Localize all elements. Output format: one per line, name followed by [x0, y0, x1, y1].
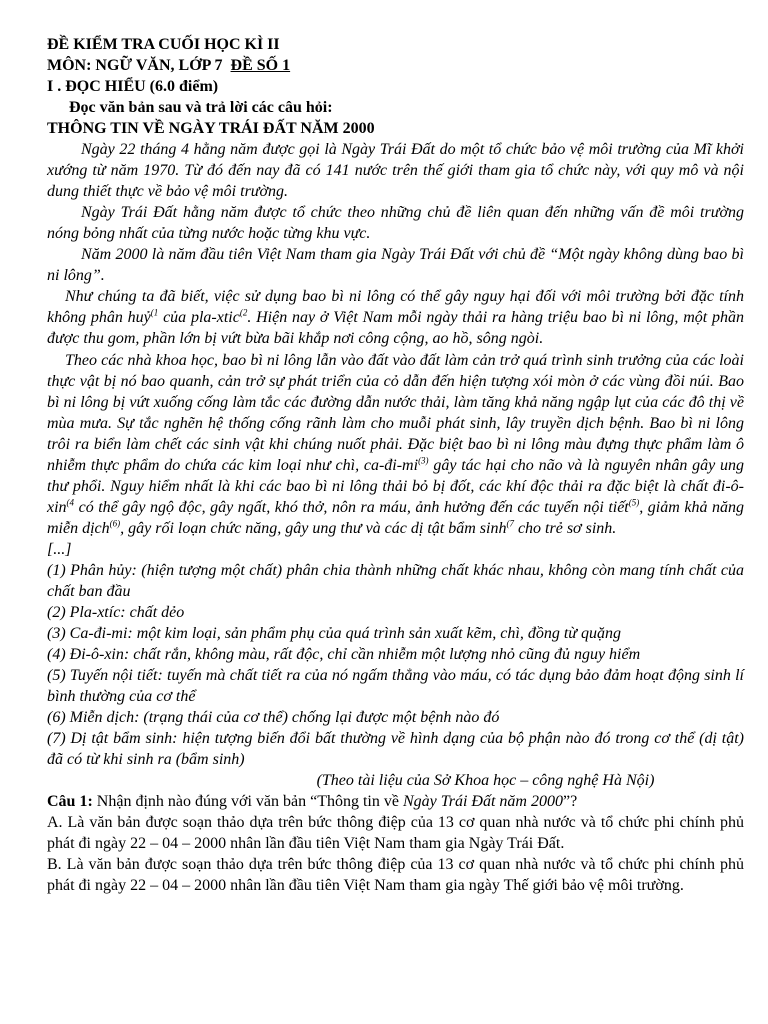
question-1-text-b: ”?	[562, 793, 578, 810]
footnote-ref-5: (5)	[628, 497, 640, 508]
footnote-ref-7: (7	[506, 518, 514, 529]
question-1-stem	[47, 791, 744, 812]
subject-label: MÔN: NGỮ VĂN, LỚP 7	[47, 57, 223, 74]
footnote-7: (7) Dị tật bẩm sinh: hiện tượng biến đổi bất thường về hình dạng của bộ phận nào đó trong cơ thể (dị tật) đã có từ khi sinh ra (bẩm sinh)	[47, 730, 744, 768]
source-citation: (Theo tài liệu của Sở Khoa học – công nghệ Hà Nội)	[316, 772, 655, 789]
footnote-ref-1: (1	[150, 307, 159, 318]
footnote-6: (6) Miễn dịch: (trạng thái của cơ thể) chống lại được một bệnh nào đó	[47, 709, 500, 726]
question-1-label: Câu 1:	[47, 793, 93, 810]
p5-text-b: gây tác hại cho não và là nguyên nhân gây ung thư phổi. Nguy hiểm nhất là khi các bao bì ni lông thải bỏ bị đốt, các khí độc thải ra đặc biệt là chất đi-ô-xin	[47, 457, 744, 516]
footnote-ref-4: (4	[66, 497, 75, 508]
question-1-option-a: A. Là văn bản được soạn thảo dựa trên bức thông điệp của 13 cơ quan nhà nước và tổ chức phi chính phủ phát đi ngày 22 – 04 – 2000 nhân lần đầu tiên Việt Nam tham gia Ngày Trái Đất.	[47, 814, 744, 852]
p4-text-a: Như chúng ta đã biết, việc sử dụng bao bì ni lông có thể gây nguy hại đối với môi trường bởi đặc tính không phân huỷ	[47, 288, 744, 326]
article-title: THÔNG TIN VỀ NGÀY TRÁI ĐẤT NĂM 2000	[47, 120, 375, 137]
question-1-text-a: Nhận định nào đúng với văn bản “Thông tin về	[92, 793, 403, 810]
article-body	[47, 139, 744, 791]
footnote-3: (3) Ca-đi-mi: một kim loại, sản phẩm phụ của quá trình sản xuất kẽm, chì, đồng từ quặng	[47, 625, 621, 642]
footnote-5: (5) Tuyến nội tiết: tuyến mà chất tiết ra của nó ngấm thẳng vào máu, có tác dụng bảo đảm hoạt động sinh lí bình thường của cơ thể	[47, 667, 744, 705]
question-1-option-b: B. Là văn bản được soạn thảo dựa trên bức thông điệp của 13 cơ quan nhà nước và tổ chức phi chính phủ phát đi ngày 22 – 04 – 2000 nhân lần đầu tiên Việt Nam tham gia ngày Thế giới bảo vệ môi trường.	[47, 856, 744, 894]
article-paragraph-2: Ngày Trái Đất hằng năm được tổ chức theo những chủ đề liên quan đến những vấn đề môi trường nóng bỏng nhất của từng nước hoặc từng khu vực.	[47, 204, 744, 242]
exam-subject-line	[47, 55, 744, 76]
p5-text-c: có thể gây ngộ độc, gây ngất, khó thở, nôn ra máu, ảnh hưởng đến các tuyến nội tiết	[74, 499, 629, 516]
article-paragraph-3: Năm 2000 là năm đầu tiên Việt Nam tham gia Ngày Trái Đất với chủ đề “Một ngày không dùng bao bì ni lông”.	[47, 246, 744, 284]
p5-text-f: cho trẻ sơ sinh.	[513, 520, 617, 537]
article-ellipsis: [...]	[47, 541, 72, 558]
exam-number: ĐỀ SỐ 1	[230, 57, 291, 74]
p4-text-c: . Hiện nay ở Việt Nam mỗi ngày thải ra hàng triệu bao bì ni lông, một phần được thu gom, phần lớn bị vứt bừa bãi khắp nơi công cộng, ao hồ, sông ngòi.	[47, 309, 745, 347]
footnote-ref-3: (3)	[418, 455, 429, 466]
article-paragraph-5	[47, 350, 744, 539]
p4-text-b: của pla-xtic	[158, 309, 240, 326]
p5-text-a: Theo các nhà khoa học, bao bì ni lông lẫn vào đất vào đất làm cản trở quá trình sinh trưởng của các loài thực vật bị nó bao quanh, cản trở sự phát triển của cỏ dẫn đến hiện tượng xói mòn ở các vùng đồi núi. Bao bì ni lông bị vứt xuống cống làm tắc các đường dẫn nước thải, làm tăng khả năng ngập lụt của các đô thị về mùa mưa. Sự tắc nghẽn hệ thống cống rãnh làm cho muỗi phát sinh, lây truyền dịch bệnh. Bao bì ni lông trôi ra biển làm chết các sinh vật khi chúng nuốt phải. Đặc biệt bao bì ni lông màu đựng thực phẩm làm ô nhiễm thực phẩm do chứa các kim loại như chì, ca-đi-mi	[47, 352, 744, 474]
question-1-text-italic: Ngày Trái Đất năm 2000	[402, 793, 563, 810]
p5-text-e: , gây rối loạn chức năng, gây ung thư và các dị tật bẩm sinh	[120, 520, 507, 537]
footnote-2: (2) Pla-xtíc: chất dẻo	[47, 604, 185, 621]
exam-title: ĐỀ KIỂM TRA CUỐI HỌC KÌ II	[47, 36, 280, 53]
footnote-ref-2: (2	[239, 307, 248, 318]
section-heading: I . ĐỌC HIỂU (6.0 điểm)	[47, 78, 219, 95]
p5-text-d: , giảm khả năng miễn dịch	[47, 499, 744, 537]
footnote-ref-6: (6)	[109, 518, 121, 529]
footnote-1: (1) Phân hủy: (hiện tượng một chất) phân chia thành những chất khác nhau, không còn mang tính chất của chất ban đầu	[47, 562, 744, 600]
reading-instruction: Đọc văn bản sau và trả lời các câu hỏi:	[69, 99, 333, 116]
article-paragraph-1: Ngày 22 tháng 4 hằng năm được gọi là Ngày Trái Đất do một tổ chức bảo vệ môi trường của Mĩ khởi xướng từ năm 1970. Từ đó đến nay đã có 141 nước trên thế giới tham gia tổ chức này, với quy mô và nội dung thiết thực về bảo vệ môi trường.	[47, 141, 744, 200]
article-paragraph-4	[47, 286, 744, 349]
footnote-4: (4) Đi-ô-xin: chất rắn, không màu, rất độc, chỉ cần nhiễm một lượng nhỏ cũng đủ nguy hiểm	[47, 646, 641, 663]
